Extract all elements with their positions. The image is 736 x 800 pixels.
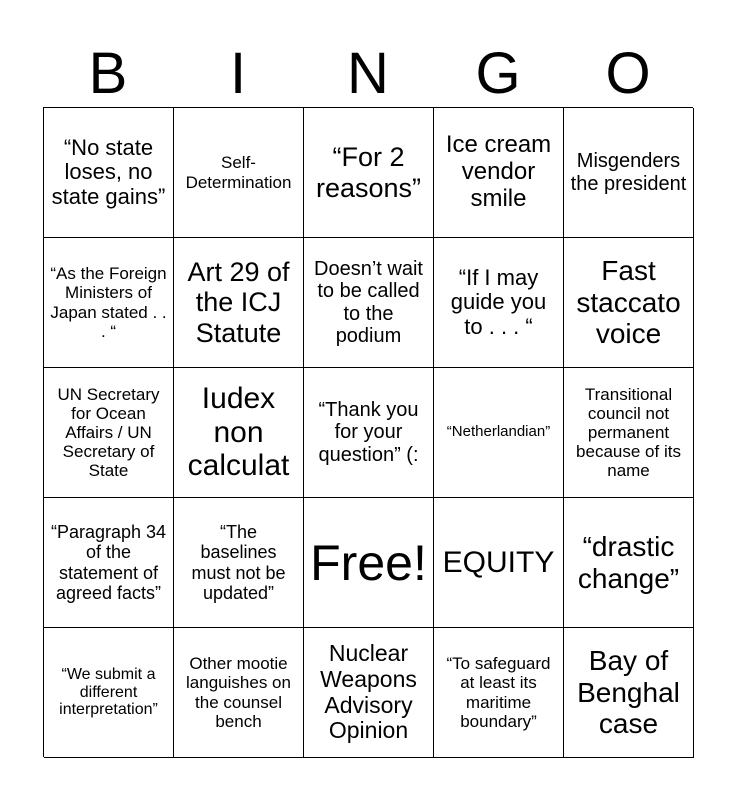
bingo-cell[interactable] — [174, 368, 304, 498]
free-space[interactable] — [304, 498, 434, 628]
cell-text: “We submit a different interpretation” — [59, 665, 158, 719]
cell-text: “Netherlandian” — [446, 423, 551, 441]
bingo-cell[interactable] — [304, 238, 434, 368]
cell-text: Art 29 of the ICJ Statute — [187, 257, 290, 348]
bingo-grid — [43, 107, 693, 757]
bingo-cell[interactable] — [174, 108, 304, 238]
cell-text: Transitional council not permanent because of its name — [576, 384, 681, 481]
bingo-cell[interactable] — [44, 108, 174, 238]
cell-text: “drastic change” — [577, 531, 680, 594]
header-letter-n: N — [347, 41, 389, 106]
cell-text: Bay of Benghal case — [577, 645, 680, 740]
cell-text: “No state loses, no state gains” — [51, 134, 166, 209]
bingo-cell[interactable] — [44, 368, 174, 498]
cell-text: “Thank you for your question” (: — [318, 398, 419, 466]
header-letter-i: I — [229, 41, 247, 106]
cell-text: “For 2 reasons” — [315, 142, 422, 203]
cell-text: “Paragraph 34 of the statement of agreed facts” — [50, 522, 167, 603]
bingo-cell[interactable] — [564, 628, 694, 758]
cell-text: UN Secretary for Ocean Affairs / UN Secretary of State — [57, 384, 160, 481]
bingo-cell[interactable] — [564, 498, 694, 628]
free-space-text: Free! — [310, 534, 427, 591]
cell-text: Fast staccato voice — [576, 255, 681, 350]
cell-text: Other mootie languishes on the counsel bench — [186, 654, 291, 731]
bingo-header — [43, 40, 693, 108]
cell-text: Ice cream vendor smile — [445, 131, 552, 212]
bingo-cell[interactable] — [44, 238, 174, 368]
bingo-cell[interactable] — [304, 108, 434, 238]
bingo-cell[interactable] — [44, 498, 174, 628]
cell-text: “As the Foreign Ministers of Japan stated . . . “ — [50, 264, 167, 341]
bingo-cell[interactable] — [564, 368, 694, 498]
bingo-cell[interactable] — [564, 108, 694, 238]
bingo-cell[interactable] — [304, 368, 434, 498]
cell-text: “If I may guide you to . . . “ — [450, 264, 547, 339]
cell-text: Self-Determination — [185, 153, 292, 192]
cell-text: “The baselines must not be updated” — [191, 522, 286, 603]
bingo-cell[interactable] — [174, 498, 304, 628]
bingo-cell[interactable] — [174, 238, 304, 368]
header-letter-g: G — [475, 41, 521, 106]
bingo-cell[interactable] — [434, 628, 564, 758]
cell-text: EQUITY — [442, 545, 555, 579]
bingo-cell[interactable] — [434, 498, 564, 628]
bingo-cell[interactable] — [434, 238, 564, 368]
cell-text: “To safeguard at least its maritime boundary” — [446, 654, 551, 731]
bingo-cell[interactable] — [434, 108, 564, 238]
bingo-cell[interactable] — [434, 368, 564, 498]
bingo-cell[interactable] — [44, 628, 174, 758]
header-letter-b: B — [88, 41, 128, 106]
bingo-cell[interactable] — [304, 628, 434, 758]
cell-text: Misgenders the president — [570, 150, 687, 195]
cell-text: Iudex non calculat — [187, 382, 290, 483]
header-letter-o: O — [605, 41, 651, 106]
bingo-cell[interactable] — [564, 238, 694, 368]
cell-text: Nuclear Weapons Advisory Opinion — [320, 640, 417, 744]
cell-text: Doesn’t wait to be called to the podium — [314, 257, 423, 347]
bingo-cell[interactable] — [174, 628, 304, 758]
